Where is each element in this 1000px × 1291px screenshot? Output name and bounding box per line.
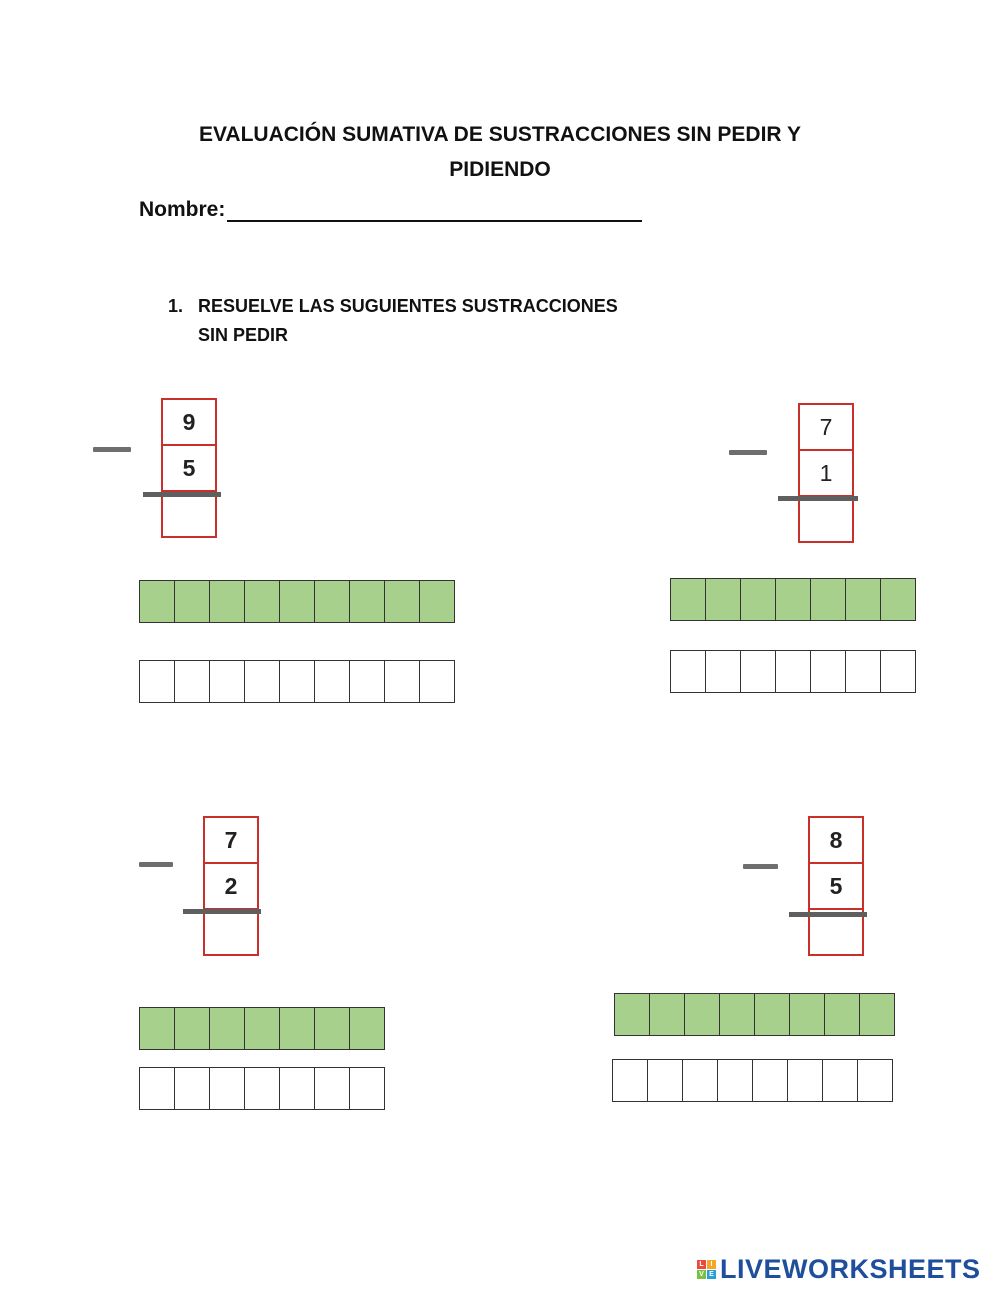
answer-square[interactable] <box>244 660 280 703</box>
subtrahend-box: 5 <box>808 862 864 910</box>
subtrahend-box: 2 <box>203 862 259 910</box>
answer-box[interactable] <box>161 490 217 538</box>
answer-square[interactable] <box>384 660 420 703</box>
counting-square-green <box>279 580 315 623</box>
counting-square-green <box>880 578 916 621</box>
answer-square[interactable] <box>845 650 881 693</box>
answer-box[interactable] <box>798 495 854 543</box>
minuend-box: 7 <box>798 403 854 451</box>
answer-square[interactable] <box>349 1067 385 1110</box>
answer-square[interactable] <box>810 650 846 693</box>
counting-square-green <box>279 1007 315 1050</box>
counting-square-green <box>419 580 455 623</box>
name-label: Nombre: <box>139 198 226 221</box>
title-line-2: PIDIENDO <box>449 158 551 181</box>
counting-square-green <box>740 578 776 621</box>
subtraction-stack <box>808 816 864 956</box>
counting-square-green <box>139 580 175 623</box>
title-line-1: EVALUACIÓN SUMATIVA DE SUSTRACCIONES SIN PEDIR Y <box>198 123 802 146</box>
minus-sign <box>93 447 131 452</box>
answer-square[interactable] <box>279 660 315 703</box>
answer-square[interactable] <box>314 1067 350 1110</box>
white-squares <box>670 650 916 693</box>
logo-mark-icon: L I V E <box>697 1260 716 1279</box>
counting-square-green <box>670 578 706 621</box>
answer-square[interactable] <box>349 660 385 703</box>
answer-square[interactable] <box>717 1059 753 1102</box>
instruction-number: 1. <box>168 296 184 316</box>
counting-square-green <box>174 1007 210 1050</box>
answer-square[interactable] <box>670 650 706 693</box>
green-squares <box>670 578 916 621</box>
counting-square-green <box>314 1007 350 1050</box>
minuend-box: 7 <box>203 816 259 864</box>
answer-square[interactable] <box>775 650 811 693</box>
result-bar <box>183 909 261 914</box>
counting-square-green <box>684 993 720 1036</box>
white-squares <box>139 660 455 703</box>
answer-square[interactable] <box>139 1067 175 1110</box>
answer-square[interactable] <box>787 1059 823 1102</box>
answer-square[interactable] <box>705 650 741 693</box>
green-squares <box>139 580 455 623</box>
answer-square[interactable] <box>822 1059 858 1102</box>
answer-square[interactable] <box>209 1067 245 1110</box>
subtrahend-box: 1 <box>798 449 854 497</box>
counting-square-green <box>789 993 825 1036</box>
counting-square-green <box>209 1007 245 1050</box>
counting-square-green <box>859 993 895 1036</box>
counting-square-green <box>174 580 210 623</box>
logo-text: LIVEWORKSHEETS <box>720 1254 981 1284</box>
answer-square[interactable] <box>740 650 776 693</box>
answer-square[interactable] <box>174 1067 210 1110</box>
counting-square-green <box>244 1007 280 1050</box>
green-squares <box>614 993 895 1036</box>
green-squares <box>139 1007 385 1050</box>
subtraction-stack <box>161 398 217 538</box>
answer-square[interactable] <box>139 660 175 703</box>
answer-square[interactable] <box>174 660 210 703</box>
answer-square[interactable] <box>880 650 916 693</box>
name-row <box>139 198 642 222</box>
answer-square[interactable] <box>752 1059 788 1102</box>
answer-square[interactable] <box>314 660 350 703</box>
liveworksheets-logo <box>697 1254 981 1285</box>
worksheet-title <box>150 117 850 187</box>
white-squares <box>139 1067 385 1110</box>
minus-sign <box>729 450 767 455</box>
result-bar <box>143 492 221 497</box>
result-bar <box>789 912 867 917</box>
counting-square-green <box>614 993 650 1036</box>
answer-square[interactable] <box>857 1059 893 1102</box>
answer-square[interactable] <box>682 1059 718 1102</box>
counting-square-green <box>824 993 860 1036</box>
counting-square-green <box>314 580 350 623</box>
counting-square-green <box>349 580 385 623</box>
answer-square[interactable] <box>647 1059 683 1102</box>
minus-sign <box>139 862 173 867</box>
name-line <box>227 198 642 222</box>
answer-square[interactable] <box>279 1067 315 1110</box>
subtrahend-box: 5 <box>161 444 217 492</box>
counting-square-green <box>775 578 811 621</box>
counting-square-green <box>209 580 245 623</box>
minuend-box: 8 <box>808 816 864 864</box>
counting-square-green <box>139 1007 175 1050</box>
instruction-line-1: RESUELVE LAS SUGUIENTES SUSTRACCIONES <box>198 296 618 316</box>
counting-square-green <box>845 578 881 621</box>
subtraction-stack <box>798 403 854 543</box>
counting-square-green <box>810 578 846 621</box>
instruction <box>168 292 618 350</box>
counting-square-green <box>649 993 685 1036</box>
answer-square[interactable] <box>419 660 455 703</box>
minuend-box: 9 <box>161 398 217 446</box>
counting-square-green <box>244 580 280 623</box>
counting-square-green <box>384 580 420 623</box>
counting-square-green <box>754 993 790 1036</box>
counting-square-green <box>349 1007 385 1050</box>
answer-square[interactable] <box>612 1059 648 1102</box>
answer-box[interactable] <box>203 908 259 956</box>
minus-sign <box>743 864 778 869</box>
subtraction-stack <box>203 816 259 956</box>
answer-square[interactable] <box>209 660 245 703</box>
answer-square[interactable] <box>244 1067 280 1110</box>
instruction-line-2: SIN PEDIR <box>198 325 289 345</box>
counting-square-green <box>719 993 755 1036</box>
white-squares <box>612 1059 893 1102</box>
counting-square-green <box>705 578 741 621</box>
result-bar <box>778 496 858 501</box>
